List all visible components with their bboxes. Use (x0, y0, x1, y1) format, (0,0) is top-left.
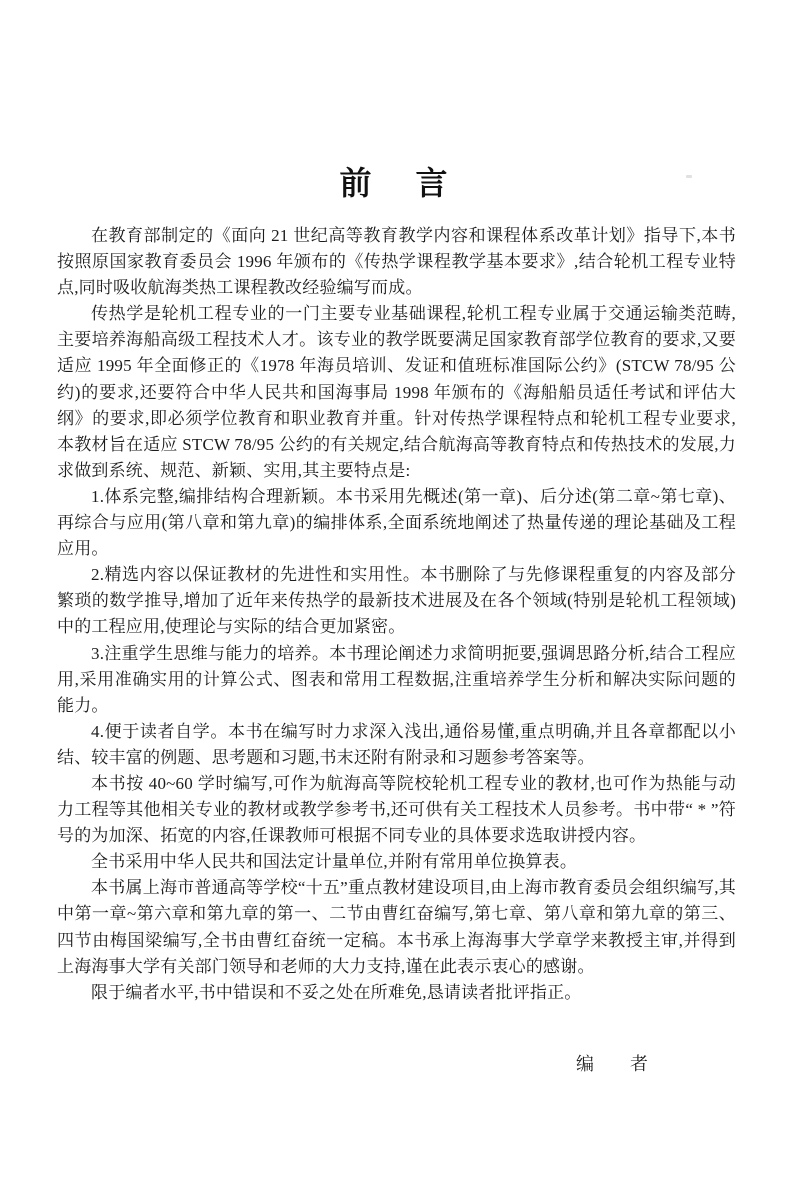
page-title: 前 言 (339, 165, 454, 201)
preface-paragraph-apology: 限于编者水平,书中错误和不妥之处在所难免,恳请读者批评指正。 (91, 982, 582, 1002)
scan-artifact (686, 175, 692, 178)
preface-body (57, 223, 736, 1006)
preface-paragraph-background: 传热学是轮机工程专业的一门主要专业基础课程,轮机工程专业属于交通运输类范畴,主要培养海船高级工程技术人才。该专业的教学既要满足国家教育部学位教育的要求,又要适应 1995 年全面修正的《1978 年海员培训、发证和值班标准国际公约》(STCW 78/95 公约)的要求,还要符合中华人民共和国海事局 1998 年颁布的《海船船员适任考试和评估大纲》的要求,即必须学位教育和职业教育并重。针对传热学课程特点和轮机工程专业要求,本教材旨在适应 STCW 78/95 公约的有关规定,结合航海高等教育特点和传热技术的发展,力求做到系统、规范、新颖、实用,其主要特点是: (57, 304, 736, 480)
preface-paragraph-feature-1: 1.体系完整,编排结构合理新颖。本书采用先概述(第一章)、后分述(第二章~第七章)、再综合与应用(第八章和第九章)的编排体系,全面系统地阐述了热量传递的理论基础及工程应用。 (57, 486, 736, 559)
page-content (0, 165, 790, 1076)
author-signature: 编 者 (576, 1053, 648, 1074)
preface-paragraph-feature-2: 2.精选内容以保证教材的先进性和实用性。本书删除了与先修课程重复的内容及部分繁琐的数学推导,增加了近年来传热学的最新技术进展及在各个领域(特别是轮机工程领域)中的工程应用,使理论与实际的结合更加紧密。 (57, 565, 736, 637)
preface-paragraph-feature-4: 4.便于读者自学。本书在编写时力求深入浅出,通俗易懂,重点明确,并且各章都配以小结、较丰富的例题、思考题和习题,书末还附有附录和习题参考答案等。 (57, 721, 736, 767)
preface-paragraph-credits: 本书属上海市普通高等学校“十五”重点教材建设项目,由上海市教育委员会组织编写,其中第一章~第六章和第九章的第一、二节由曹红奋编写,第七章、第八章和第九章的第三、四节由梅国梁编写,全书由曹红奋统一定稿。本书承上海海事大学章学来教授主审,并得到上海海事大学有关部门领导和老师的大力支持,谨在此表示衷心的感谢。 (57, 878, 736, 976)
preface-paragraph-intro: 在教育部制定的《面向 21 世纪高等教育教学内容和课程体系改革计划》指导下,本书按照原国家教育委员会 1996 年颁布的《传热学课程教学基本要求》,结合轮机工程专业特点,同时吸收航海类热工课程教改经验编写而成。 (57, 226, 736, 298)
preface-paragraph-audience: 本书按 40~60 学时编写,可作为航海高等院校轮机工程专业的教材,也可作为热能与动力工程等其他相关专业的教材或教学参考书,还可供有关工程技术人员参考。书中带“ * ”符号的为加深、拓宽的内容,任课教师可根据不同专业的具体要求选取讲授内容。 (57, 773, 736, 846)
preface-paragraph-units: 全书采用中华人民共和国法定计量单位,并附有常用单位换算表。 (91, 852, 578, 872)
preface-paragraph-feature-3: 3.注重学生思维与能力的培养。本书理论阐述力求简明扼要,强调思路分析,结合工程应用,采用准确实用的计算公式、图表和常用工程数据,注重培养学生分析和解决实际问题的能力。 (57, 643, 736, 715)
